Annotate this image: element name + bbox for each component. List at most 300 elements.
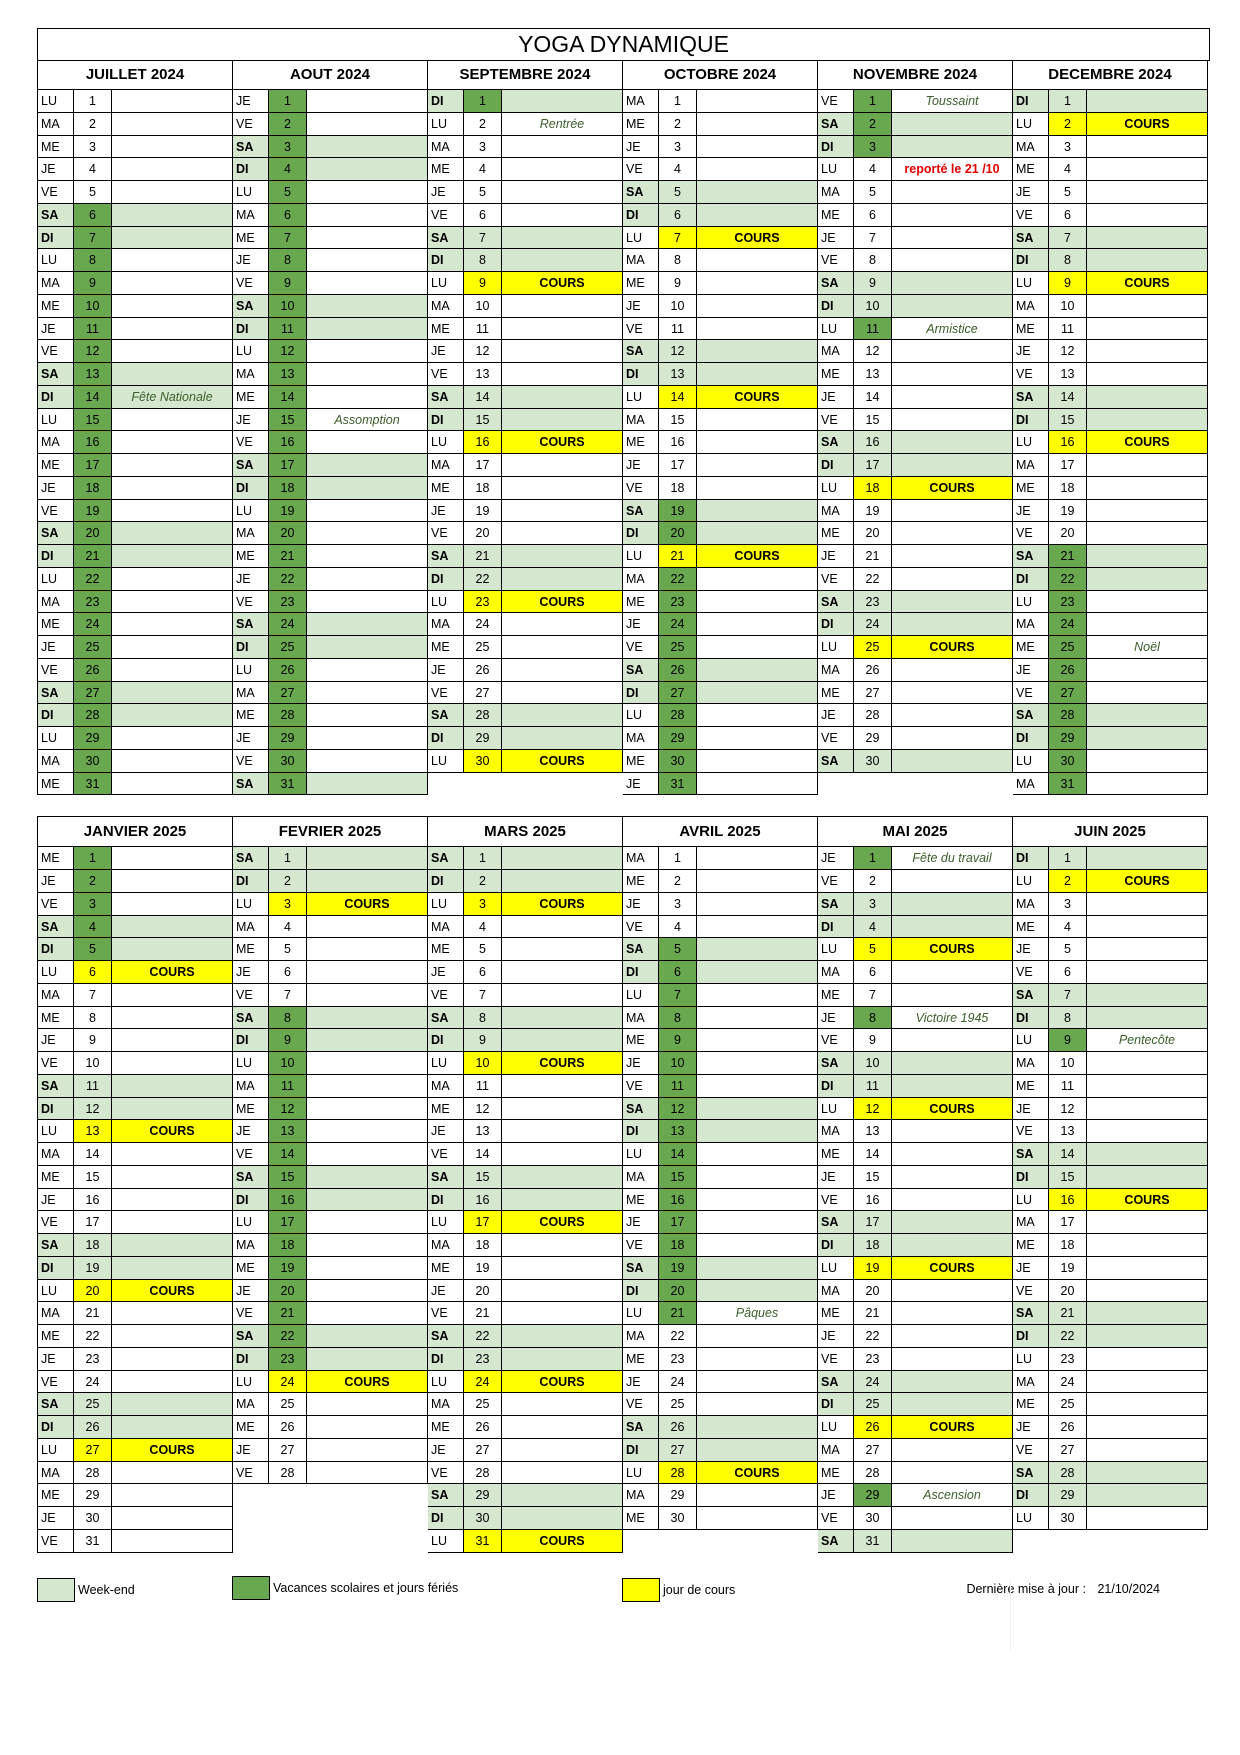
day-row — [623, 1234, 817, 1257]
day-note — [112, 659, 232, 681]
day-number: 7 — [659, 984, 697, 1006]
day-row — [428, 847, 622, 870]
day-note: COURS — [307, 1371, 427, 1393]
day-row — [428, 938, 622, 961]
day-name: MA — [233, 682, 269, 704]
day-number: 3 — [464, 136, 502, 158]
day-row — [38, 1234, 232, 1257]
day-name: ME — [818, 1143, 854, 1165]
day-number: 8 — [854, 249, 892, 271]
day-name: ME — [38, 1325, 74, 1347]
day-number: 17 — [854, 454, 892, 476]
day-number: 7 — [74, 984, 112, 1006]
day-number: 1 — [1049, 90, 1087, 112]
day-name: DI — [623, 1120, 659, 1142]
day-name: LU — [1013, 870, 1049, 892]
day-number: 11 — [659, 318, 697, 340]
day-row — [233, 1302, 427, 1325]
day-name: SA — [428, 227, 464, 249]
day-row — [233, 1211, 427, 1234]
day-note — [112, 272, 232, 294]
day-row — [623, 158, 817, 181]
day-row — [233, 158, 427, 181]
day-row — [38, 1211, 232, 1234]
day-number: 19 — [269, 500, 307, 522]
day-note — [892, 727, 1012, 749]
day-number: 24 — [854, 613, 892, 635]
day-name: VE — [623, 916, 659, 938]
day-name: ME — [623, 272, 659, 294]
day-row — [233, 1166, 427, 1189]
day-name: DI — [623, 363, 659, 385]
day-number: 30 — [464, 1507, 502, 1529]
day-name: MA — [623, 727, 659, 749]
day-name: ME — [428, 938, 464, 960]
day-row — [1013, 318, 1207, 341]
day-number: 5 — [74, 181, 112, 203]
day-number: 21 — [659, 1302, 697, 1324]
day-name: DI — [38, 386, 74, 408]
day-note: COURS — [502, 1530, 622, 1552]
day-note — [1087, 1280, 1207, 1302]
day-number: 10 — [464, 1052, 502, 1074]
day-name: LU — [818, 1416, 854, 1438]
day-number: 29 — [464, 727, 502, 749]
day-number: 5 — [269, 938, 307, 960]
day-note — [502, 204, 622, 226]
day-number: 2 — [269, 113, 307, 135]
day-number: 22 — [659, 1325, 697, 1347]
day-row — [623, 613, 817, 636]
day-row — [428, 454, 622, 477]
day-note: COURS — [112, 1280, 232, 1302]
day-name: LU — [818, 1098, 854, 1120]
day-row — [623, 386, 817, 409]
day-note — [1087, 984, 1207, 1006]
day-note — [697, 893, 817, 915]
day-note — [1087, 1371, 1207, 1393]
day-name: ME — [623, 431, 659, 453]
day-row — [428, 500, 622, 523]
day-number: 3 — [74, 136, 112, 158]
day-note — [307, 1416, 427, 1438]
day-row — [818, 1439, 1012, 1462]
day-name: LU — [623, 704, 659, 726]
day-number: 29 — [854, 1484, 892, 1506]
day-number: 19 — [464, 500, 502, 522]
day-note: COURS — [892, 1416, 1012, 1438]
day-name: VE — [428, 1302, 464, 1324]
day-row — [1013, 659, 1207, 682]
day-row — [623, 727, 817, 750]
day-note: Fête Nationale — [112, 386, 232, 408]
day-note — [112, 318, 232, 340]
day-name: VE — [1013, 1439, 1049, 1461]
day-name: SA — [233, 1166, 269, 1188]
legend-vacances-swatch — [232, 1576, 270, 1600]
day-number: 6 — [854, 961, 892, 983]
day-row — [233, 870, 427, 893]
day-number: 27 — [854, 682, 892, 704]
day-note — [502, 181, 622, 203]
day-number: 21 — [659, 545, 697, 567]
day-note — [502, 386, 622, 408]
day-row — [428, 1052, 622, 1075]
day-number: 9 — [854, 1029, 892, 1051]
day-row — [233, 386, 427, 409]
day-number: 25 — [1049, 1393, 1087, 1415]
day-note — [1087, 1120, 1207, 1142]
day-name: SA — [818, 893, 854, 915]
day-note — [892, 295, 1012, 317]
day-number: 10 — [1049, 1052, 1087, 1074]
day-number: 7 — [1049, 227, 1087, 249]
day-row — [818, 938, 1012, 961]
day-note — [1087, 750, 1207, 772]
day-name: VE — [428, 682, 464, 704]
day-row — [233, 984, 427, 1007]
day-number: 24 — [269, 1371, 307, 1393]
day-name: LU — [233, 659, 269, 681]
day-number: 17 — [659, 1211, 697, 1233]
day-number: 21 — [1049, 1302, 1087, 1324]
day-name: DI — [818, 454, 854, 476]
day-note — [697, 295, 817, 317]
day-row — [818, 1211, 1012, 1234]
month-column — [428, 61, 623, 773]
day-number: 20 — [659, 1280, 697, 1302]
day-note — [1087, 1143, 1207, 1165]
day-note — [892, 591, 1012, 613]
day-note — [697, 90, 817, 112]
day-note — [307, 1257, 427, 1279]
day-name: LU — [623, 227, 659, 249]
day-row — [818, 1052, 1012, 1075]
day-note — [697, 938, 817, 960]
day-name: MA — [38, 113, 74, 135]
day-note — [1087, 522, 1207, 544]
day-name: VE — [818, 1029, 854, 1051]
day-row — [428, 1416, 622, 1439]
day-name: MA — [1013, 136, 1049, 158]
day-number: 2 — [659, 870, 697, 892]
day-name: JE — [38, 477, 74, 499]
day-name: SA — [1013, 1143, 1049, 1165]
day-number: 14 — [464, 1143, 502, 1165]
day-row — [38, 90, 232, 113]
day-name: JE — [818, 1325, 854, 1347]
day-number: 4 — [1049, 916, 1087, 938]
day-number: 9 — [464, 272, 502, 294]
day-name: DI — [428, 1348, 464, 1370]
day-number: 14 — [1049, 386, 1087, 408]
day-note — [1087, 1484, 1207, 1506]
day-number: 30 — [74, 1507, 112, 1529]
day-name: LU — [1013, 591, 1049, 613]
day-note: COURS — [892, 938, 1012, 960]
day-name: VE — [38, 659, 74, 681]
calendar-sheet — [37, 28, 1210, 1553]
day-number: 26 — [1049, 659, 1087, 681]
day-name: VE — [233, 431, 269, 453]
day-note — [112, 1166, 232, 1188]
day-name: VE — [818, 568, 854, 590]
day-number: 26 — [464, 659, 502, 681]
day-number: 12 — [854, 1098, 892, 1120]
day-note — [892, 659, 1012, 681]
day-number: 22 — [854, 568, 892, 590]
day-name: SA — [38, 1075, 74, 1097]
day-number: 24 — [1049, 1371, 1087, 1393]
day-note — [697, 431, 817, 453]
day-note — [697, 1007, 817, 1029]
day-note: COURS — [112, 961, 232, 983]
day-number: 15 — [659, 1166, 697, 1188]
day-row — [428, 591, 622, 614]
day-row — [818, 272, 1012, 295]
day-number: 8 — [854, 1007, 892, 1029]
month-header: JUIN 2025 — [1013, 816, 1207, 847]
day-name: JE — [233, 1120, 269, 1142]
day-note — [112, 158, 232, 180]
day-row — [818, 409, 1012, 432]
day-number: 27 — [74, 682, 112, 704]
day-name: VE — [1013, 682, 1049, 704]
day-name: MA — [428, 295, 464, 317]
day-name: SA — [233, 1325, 269, 1347]
day-row — [38, 272, 232, 295]
day-note — [1087, 568, 1207, 590]
day-name: SA — [428, 545, 464, 567]
day-name: DI — [818, 1075, 854, 1097]
day-name: MA — [1013, 454, 1049, 476]
day-row — [233, 636, 427, 659]
day-note — [502, 1007, 622, 1029]
day-note — [112, 938, 232, 960]
day-number: 30 — [269, 750, 307, 772]
day-name: VE — [818, 409, 854, 431]
day-note — [307, 1462, 427, 1484]
day-row — [38, 136, 232, 159]
day-name: DI — [38, 227, 74, 249]
day-number: 9 — [1049, 272, 1087, 294]
day-row — [818, 1234, 1012, 1257]
day-row — [428, 1120, 622, 1143]
day-number: 1 — [854, 847, 892, 869]
day-row — [38, 340, 232, 363]
day-number: 1 — [269, 847, 307, 869]
day-number: 13 — [464, 1120, 502, 1142]
day-note — [307, 870, 427, 892]
day-row — [38, 1280, 232, 1303]
day-number: 5 — [464, 181, 502, 203]
day-note — [112, 636, 232, 658]
day-note — [1087, 1393, 1207, 1415]
day-note — [112, 1257, 232, 1279]
day-row — [233, 1439, 427, 1462]
day-name: ME — [428, 636, 464, 658]
day-name: ME — [818, 363, 854, 385]
day-row — [818, 113, 1012, 136]
day-note — [502, 704, 622, 726]
day-name: ME — [818, 682, 854, 704]
day-note — [307, 454, 427, 476]
day-number: 19 — [854, 1257, 892, 1279]
day-note: reporté le 21 /10 — [904, 162, 1000, 177]
day-name: JE — [623, 1052, 659, 1074]
day-name: LU — [623, 1462, 659, 1484]
day-name: MA — [818, 340, 854, 362]
day-row — [233, 613, 427, 636]
day-row — [233, 1234, 427, 1257]
day-note — [502, 1098, 622, 1120]
day-note — [697, 1507, 817, 1529]
day-row — [38, 1052, 232, 1075]
day-name: MA — [818, 500, 854, 522]
day-number: 23 — [854, 591, 892, 613]
day-name: VE — [818, 870, 854, 892]
day-name: SA — [233, 613, 269, 635]
day-note — [307, 568, 427, 590]
day-note — [112, 181, 232, 203]
day-row — [623, 750, 817, 773]
day-note — [307, 613, 427, 635]
day-row — [818, 682, 1012, 705]
day-row — [623, 1507, 817, 1530]
day-note — [697, 318, 817, 340]
day-note — [307, 847, 427, 869]
day-note — [1087, 249, 1207, 271]
day-row — [428, 1029, 622, 1052]
day-number: 3 — [659, 893, 697, 915]
day-number: 20 — [464, 522, 502, 544]
day-note — [307, 1393, 427, 1415]
day-note — [307, 636, 427, 658]
day-note: COURS — [502, 1211, 622, 1233]
day-name: SA — [1013, 984, 1049, 1006]
page-title: YOGA DYNAMIQUE — [37, 28, 1210, 60]
day-name: DI — [818, 1234, 854, 1256]
day-number: 8 — [1049, 249, 1087, 271]
day-note: COURS — [697, 386, 817, 408]
day-name: VE — [428, 1143, 464, 1165]
day-number: 29 — [1049, 1484, 1087, 1506]
day-name: VE — [623, 1393, 659, 1415]
day-number: 24 — [74, 613, 112, 635]
day-note: Pâques — [735, 1306, 779, 1321]
day-number: 21 — [464, 545, 502, 567]
day-name: DI — [428, 727, 464, 749]
day-number: 6 — [659, 204, 697, 226]
day-row — [1013, 1075, 1207, 1098]
day-note — [502, 1029, 622, 1051]
day-name: ME — [1013, 318, 1049, 340]
day-name: MA — [233, 916, 269, 938]
day-name: VE — [233, 1302, 269, 1324]
day-name: SA — [428, 704, 464, 726]
day-note — [502, 1120, 622, 1142]
day-number: 6 — [269, 204, 307, 226]
day-note — [697, 454, 817, 476]
day-note — [307, 1234, 427, 1256]
day-note — [112, 500, 232, 522]
day-name: LU — [623, 1302, 659, 1324]
day-note: Toussaint — [925, 94, 979, 108]
day-row — [623, 1189, 817, 1212]
day-number: 15 — [269, 1166, 307, 1188]
day-number: 12 — [269, 1098, 307, 1120]
calendar-block-2024 — [37, 60, 1210, 795]
day-row — [818, 1348, 1012, 1371]
day-row — [233, 522, 427, 545]
day-name: SA — [428, 1166, 464, 1188]
day-name: DI — [1013, 249, 1049, 271]
day-row — [428, 1348, 622, 1371]
day-note — [307, 984, 427, 1006]
day-row — [1013, 477, 1207, 500]
day-number: 12 — [1049, 340, 1087, 362]
day-note — [892, 1530, 1012, 1552]
day-number: 31 — [269, 773, 307, 795]
day-number: 6 — [464, 961, 502, 983]
day-name: SA — [1013, 386, 1049, 408]
day-number: 8 — [74, 249, 112, 271]
day-note — [697, 1234, 817, 1256]
day-name: DI — [38, 704, 74, 726]
day-number: 5 — [464, 938, 502, 960]
day-name: DI — [233, 1189, 269, 1211]
day-number: 14 — [659, 1143, 697, 1165]
day-row — [818, 545, 1012, 568]
day-number: 22 — [1049, 568, 1087, 590]
day-row — [818, 613, 1012, 636]
day-name: SA — [428, 847, 464, 869]
day-note — [502, 727, 622, 749]
day-number: 11 — [464, 318, 502, 340]
day-name: MA — [623, 409, 659, 431]
day-note — [307, 386, 427, 408]
day-number: 29 — [854, 727, 892, 749]
day-name: LU — [1013, 750, 1049, 772]
day-note — [892, 568, 1012, 590]
day-row — [818, 1189, 1012, 1212]
day-name: SA — [428, 1484, 464, 1506]
day-row — [623, 1393, 817, 1416]
day-number: 19 — [659, 1257, 697, 1279]
day-row — [1013, 750, 1207, 773]
day-name: SA — [233, 136, 269, 158]
day-note — [112, 477, 232, 499]
day-number: 13 — [854, 1120, 892, 1142]
day-name: LU — [38, 1439, 74, 1461]
day-row — [623, 1439, 817, 1462]
day-row — [38, 984, 232, 1007]
day-number: 9 — [464, 1029, 502, 1051]
day-name: JE — [623, 1211, 659, 1233]
day-note — [892, 750, 1012, 772]
day-number: 30 — [74, 750, 112, 772]
legend-cours-label: jour de cours — [663, 1583, 736, 1597]
month-header: MARS 2025 — [428, 816, 622, 847]
day-number: 22 — [1049, 1325, 1087, 1347]
day-name: ME — [233, 386, 269, 408]
day-name: ME — [428, 318, 464, 340]
day-row — [38, 500, 232, 523]
day-number: 2 — [659, 113, 697, 135]
day-row — [233, 90, 427, 113]
day-row — [623, 938, 817, 961]
day-note — [1087, 477, 1207, 499]
